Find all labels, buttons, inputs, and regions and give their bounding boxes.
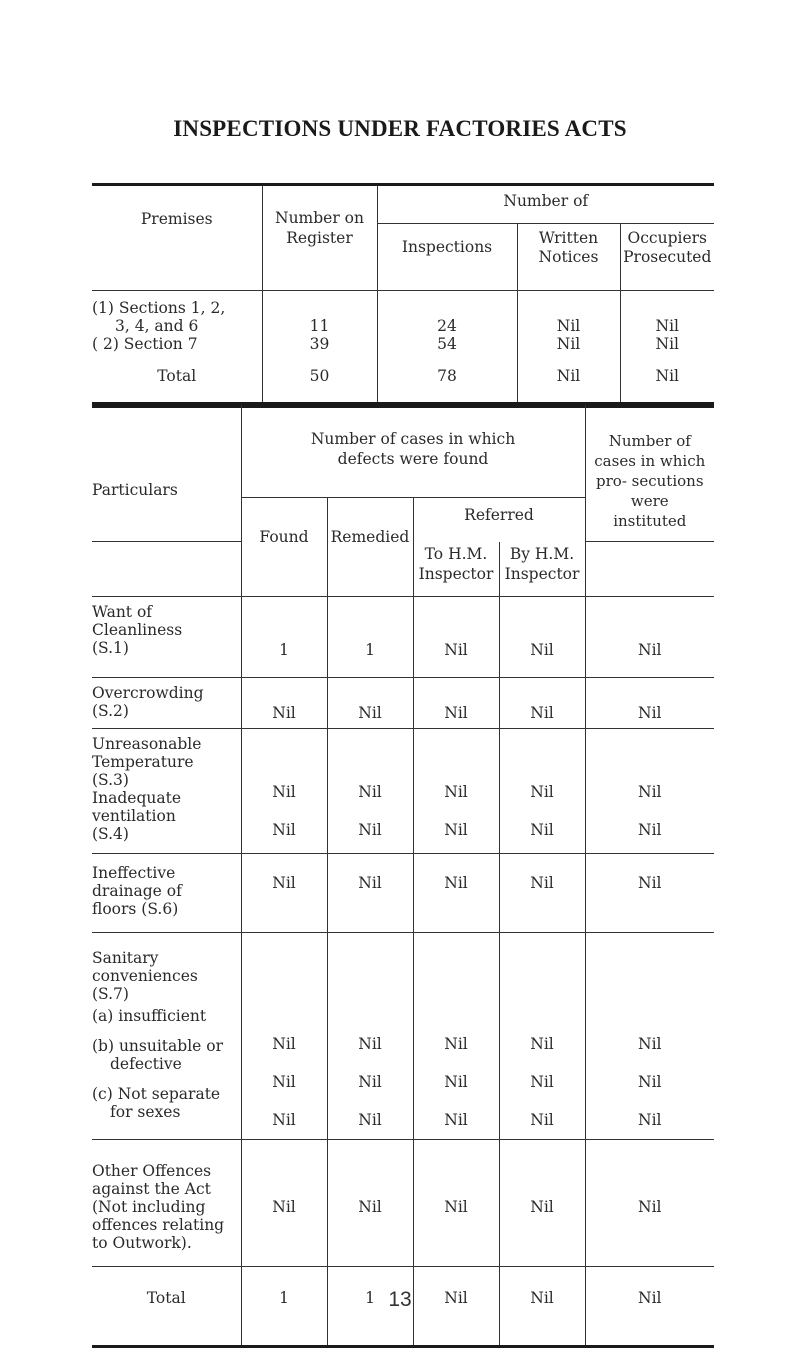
total-remedied: 1 <box>327 1267 413 1347</box>
value: Nil <box>638 1111 662 1129</box>
value: Nil <box>655 335 679 353</box>
value: Nil <box>358 783 382 801</box>
value: Nil <box>556 335 581 353</box>
total-register: 50 <box>262 353 377 407</box>
register-cell <box>262 291 377 354</box>
total-label: Total <box>146 1289 186 1307</box>
value: Nil <box>444 1111 468 1129</box>
value: Nil <box>444 1035 468 1053</box>
inspections-cell <box>377 291 517 354</box>
by-value <box>499 729 585 854</box>
header-written-notices: Written Notices <box>517 224 620 291</box>
value: Nil <box>638 1073 662 1091</box>
to-value: Nil <box>413 1140 499 1267</box>
value: Nil <box>638 1035 662 1053</box>
value: Nil <box>444 1073 468 1091</box>
row-label-line: 3, 4, and 6 <box>115 317 199 335</box>
remedied-value: Nil <box>327 854 413 933</box>
value: Nil <box>272 783 296 801</box>
to-value <box>413 933 499 1140</box>
value: Nil <box>638 821 662 839</box>
header-premises: Premises <box>92 185 262 291</box>
header-number-of: Number of <box>377 185 714 224</box>
row-label: Inadequate ventilation (S.4) <box>92 789 181 843</box>
table-row <box>92 729 714 854</box>
row-label: Sanitary conveniences (S.7) <box>92 949 198 1003</box>
value: Nil <box>530 1111 554 1129</box>
row-label: (b) unsuitable or defective <box>92 1037 223 1073</box>
value: Nil <box>655 317 679 335</box>
value: 54 <box>437 335 457 353</box>
premises-table <box>92 183 714 408</box>
table-row-label <box>92 291 262 354</box>
table-row <box>92 1140 714 1267</box>
header-particulars: Particulars <box>92 404 241 542</box>
header-to-hm-inspector: To H.M. Inspector <box>413 542 499 597</box>
by-value: Nil <box>499 597 585 678</box>
value: Nil <box>530 1035 554 1053</box>
header-found: Found <box>241 498 327 597</box>
row-label: (c) Not separate for sexes <box>92 1085 221 1121</box>
row-label-group <box>92 729 241 854</box>
sanitary-label-group <box>92 933 241 1140</box>
row-label: Want of Cleanliness (S.1) <box>92 597 241 678</box>
value: Nil <box>272 1073 296 1091</box>
value: Nil <box>530 821 554 839</box>
header-inspections: Inspections <box>377 224 517 291</box>
page-number: 13 <box>388 1288 412 1311</box>
value: Nil <box>272 1111 296 1129</box>
found-value <box>241 729 327 854</box>
row-label: Ineffective drainage of floors (S.6) <box>92 854 241 933</box>
header-defects-found: Number of cases in which defects were found <box>241 404 585 498</box>
remedied-value: Nil <box>327 1140 413 1267</box>
value: Nil <box>530 1073 554 1091</box>
remedied-value <box>327 729 413 854</box>
row-label: Other Offences against the Act (Not including offences relating to Outwork). <box>92 1140 241 1267</box>
row-label-line: ( 2) Section 7 <box>92 335 198 353</box>
to-value <box>413 729 499 854</box>
page-title: INSPECTIONS UNDER FACTORIES ACTS <box>173 116 627 141</box>
pros-value: Nil <box>585 597 714 678</box>
value: Nil <box>358 821 382 839</box>
notices-cell <box>517 291 620 354</box>
value: Nil <box>444 821 468 839</box>
pros-value: Nil <box>585 678 714 729</box>
total-prosecuted: Nil <box>620 353 714 407</box>
particulars-table <box>92 402 714 1348</box>
row-label: (a) insufficient <box>92 1007 207 1025</box>
remedied-value <box>327 933 413 1140</box>
by-value: Nil <box>499 1140 585 1267</box>
value: 24 <box>437 317 457 335</box>
pros-value: Nil <box>585 1140 714 1267</box>
header-referred: Referred <box>413 498 585 542</box>
value: Nil <box>358 1035 382 1053</box>
value: Nil <box>358 1111 382 1129</box>
header-by-hm-inspector: By H.M. Inspector <box>499 542 585 597</box>
table-row <box>92 933 714 1140</box>
value: Nil <box>272 1035 296 1053</box>
row-label: Unreasonable Temperature (S.3) <box>92 735 202 789</box>
table-row <box>92 597 714 678</box>
pros-value <box>585 729 714 854</box>
table-row <box>92 854 714 933</box>
header-number-on-register: Number on Register <box>262 185 377 291</box>
total-to: Nil <box>413 1267 499 1347</box>
found-value: Nil <box>241 854 327 933</box>
total-by: Nil <box>499 1267 585 1347</box>
prosecuted-cell <box>620 291 714 354</box>
value: Nil <box>556 317 581 335</box>
to-value: Nil <box>413 854 499 933</box>
value: 11 <box>309 317 330 335</box>
by-value <box>499 933 585 1140</box>
value: Nil <box>444 783 468 801</box>
value: Nil <box>638 783 662 801</box>
pros-value: Nil <box>585 854 714 933</box>
value: Nil <box>530 783 554 801</box>
found-value: Nil <box>241 678 327 729</box>
found-value: Nil <box>241 1140 327 1267</box>
remedied-value: Nil <box>327 678 413 729</box>
value: Nil <box>358 1073 382 1091</box>
value: 39 <box>309 335 330 353</box>
table-row <box>92 678 714 729</box>
total-label: Total <box>157 367 197 385</box>
to-value: Nil <box>413 597 499 678</box>
pros-value <box>585 933 714 1140</box>
found-value <box>241 933 327 1140</box>
total-inspections: 78 <box>377 353 517 407</box>
row-label-line: (1) Sections 1, 2, <box>92 299 226 317</box>
total-found: 1 <box>241 1267 327 1347</box>
value: Nil <box>272 821 296 839</box>
row-label: Overcrowding (S.2) <box>92 678 241 729</box>
by-value: Nil <box>499 678 585 729</box>
header-occupiers-prosecuted: Occupiers Prosecuted <box>620 224 714 291</box>
by-value: Nil <box>499 854 585 933</box>
header-prosecutions: Number of cases in which pro- secutions were instituted <box>585 404 714 542</box>
total-pros: Nil <box>585 1267 714 1347</box>
header-remedied: Remedied <box>327 498 413 597</box>
found-value: 1 <box>241 597 327 678</box>
total-notices: Nil <box>517 353 620 407</box>
remedied-value: 1 <box>327 597 413 678</box>
to-value: Nil <box>413 678 499 729</box>
